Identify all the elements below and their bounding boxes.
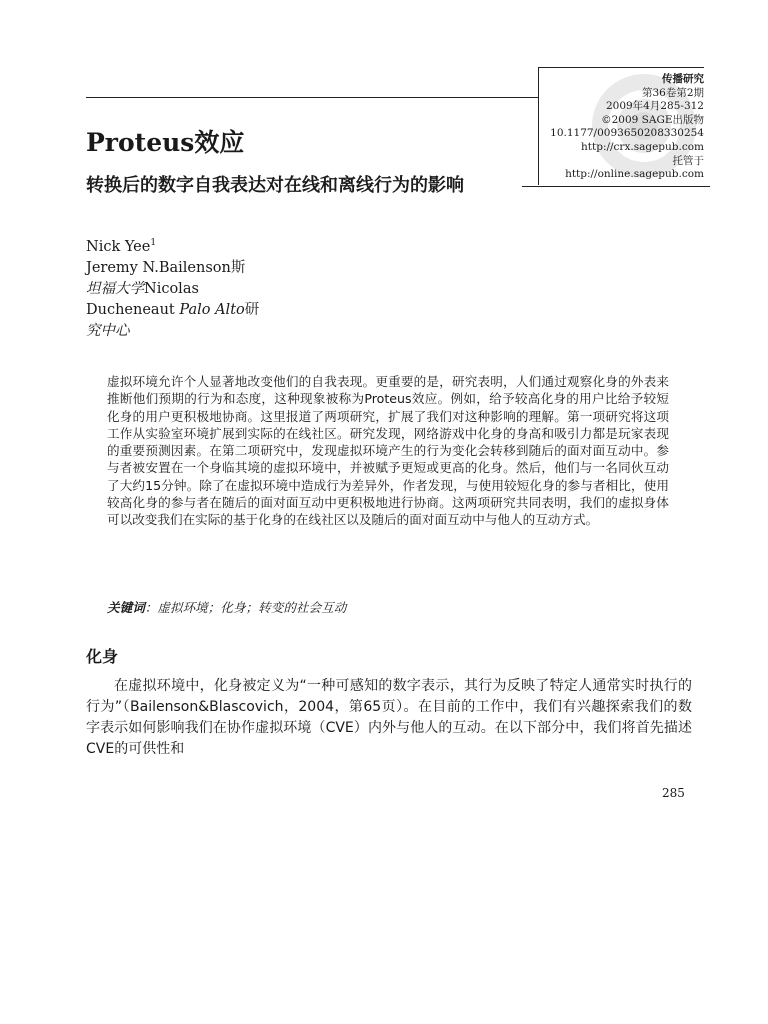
author-footnote-marker: 1: [150, 238, 157, 248]
affiliation-text: 研: [244, 301, 260, 318]
section-heading: 化身: [86, 647, 119, 666]
section-body: 在虚拟环境中，化身被定义为“一种可感知的数字表示，其行为反映了特定人通常实时执行的行为”（Bailenson&Blascovich，2004，第65页）。在目前的工作中，我们有兴趣探索我们的数字表示如何影响我们在协作虚拟环境（CVE）内外与他人的互动。在以下部分中，我们将首先描述CVE的可供性和: [86, 678, 692, 757]
author-line-5: [86, 321, 316, 342]
header-rule: [86, 97, 538, 98]
author-name: Nicolas: [144, 280, 199, 297]
journal-volume: 第36卷第2期: [641, 86, 704, 99]
journal-host-url: http://online.sagepub.com: [565, 168, 704, 181]
author-name: Ducheneaut: [86, 301, 175, 318]
keywords-text: ：虚拟环境；化身；转变的社会互动: [144, 600, 347, 615]
journal-doi: 10.1177/0093650208330254: [550, 127, 704, 140]
journal-citation: [514, 73, 704, 182]
abstract: 虚拟环境允许个人显著地改变他们的自我表现。更重要的是，研究表明，人们通过观察化身的外表来推断他们预期的行为和态度，这种现象被称为Proteus效应。例如，给予较高化身的用户比给予较短化身的用户更积极地协商。这里报道了两项研究，扩展了我们对这种影响的理解。第一项研究将这项工作从实验室环境扩展到实际的在线社区。研究发现，网络游戏中化身的身高和吸引力都是玩家表现的重要预测因素。在第二项研究中，发现虚拟环境产生的行为变化会转移到随后的面对面互动中。参与者被安置在一个身临其境的虚拟环境中，并被赋予更短或更高的化身。然后，他们与一名同伙互动了大约15分钟。除了在虚拟环境中造成行为差异外，作者发现，与使用较短化身的参与者相比，使用较高化身的参与者在随后的面对面互动中更积极地进行协商。这两项研究共同表明，我们的虚拟身体可以改变我们在实际的基于化身的在线社区以及随后的面对面互动中与他人的互动方式。: [107, 374, 669, 528]
paper-subtitle: 转换后的数字自我表达对在线和离线行为的影响: [86, 175, 464, 196]
author-block: [86, 233, 316, 342]
journal-copyright: ©2009 SAGE出版物: [601, 113, 704, 126]
journal-hosted-label: 托管于: [672, 154, 704, 167]
journal-box-rule: [522, 186, 710, 187]
journal-url: http://crx.sagepub.com: [581, 140, 704, 153]
author-line-4: [86, 300, 316, 321]
journal-date-pages: 2009年4月285-312: [605, 100, 704, 113]
journal-name: 传播研究: [662, 73, 704, 85]
paper-title: Proteus效应: [86, 128, 245, 157]
author-line-2: Jeremy N.Bailenson斯: [86, 259, 246, 276]
page-number: 285: [662, 786, 685, 800]
affiliation-italic: Palo Alto: [179, 301, 245, 318]
author-line-3: [86, 279, 316, 300]
affiliation-italic: 究中心: [86, 322, 130, 339]
keywords-label: 关键词: [107, 600, 145, 615]
keywords: [107, 599, 667, 616]
affiliation-italic: 坦福大学: [86, 280, 144, 297]
author-line-1: [86, 233, 316, 258]
author-name: Nick Yee: [86, 238, 151, 255]
